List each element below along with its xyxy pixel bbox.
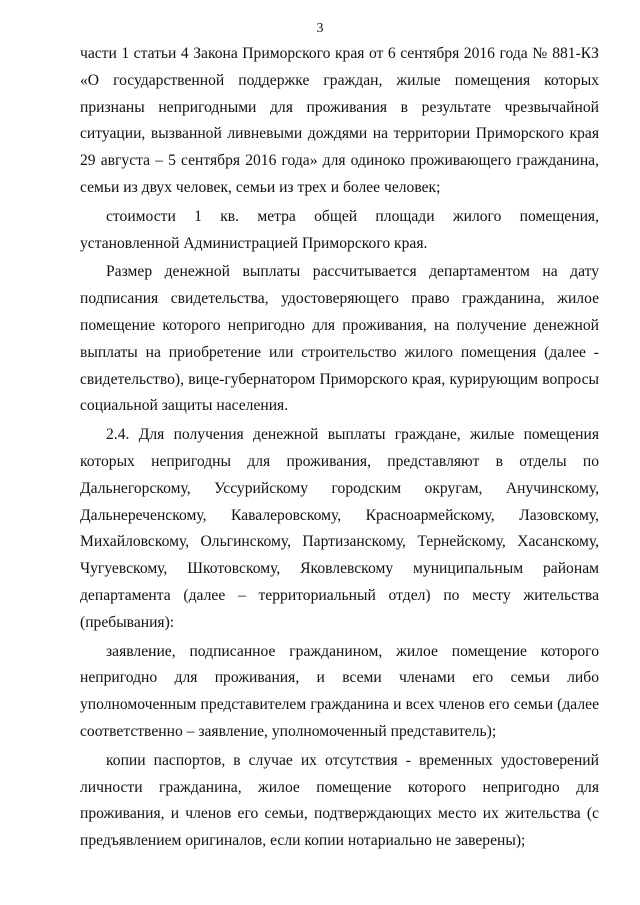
paragraph-payment-amount: Размер денежной выплаты рассчитывается департаментом на дату подписания свидетельства, удостоверяющего право гражданина, жилое помещение которого непригодно для проживания, на получение денежной выплаты на приобретение или строительство жилого помещения (далее - свидетельство), вице-губернатором Приморского края, курирующим вопросы социальной защиты населения. <box>80 263 599 415</box>
document-body <box>80 41 599 855</box>
paragraph-application: заявление, подписанное гражданином, жилое помещение которого непригодно для проживания, и всеми членами его семьи либо уполномоченным представителем гражданина и всех членов его семьи (далее соответственно – заявление, уполномоченный представитель); <box>80 642 599 740</box>
page-number: 3 <box>316 21 324 36</box>
paragraph-law-reference: части 1 статьи 4 Закона Приморского края от 6 сентября 2016 года № 881-КЗ «О государственной поддержке граждан, жилые помещения которых признаны непригодными для проживания в результате чрезвычайной ситуации, вызванной ливневыми дождями на территории Приморского края 29 августа – 5 сентября 2016 года» для одиноко проживающего гражданина, семьи из двух человек, семьи из трех и более человек; <box>80 45 599 196</box>
paragraph-square-meter-cost: стоимости 1 кв. метра общей площади жилого помещения, установленной Администрацией Приморского края. <box>80 207 599 252</box>
paragraph-section-2-4: 2.4. Для получения денежной выплаты граждане, жилые помещения которых непригодны для проживания, представляют в отделы по Дальнегорскому, Уссурийскому городским округам, Анучинскому, Дальнереченскому, Кавалеровскому, Красноармейскому, Лазовскому, Михайловскому, Ольгинскому, Партизанскому, Тернейскому, Хасанскому, Чугуевскому, Шкотовскому, Яковлевскому муниципальным районам департамента (далее – территориальный отдел) по месту жительства (пребывания): <box>80 426 599 631</box>
paragraph-passport-copies: копии паспортов, в случае их отсутствия - временных удостоверений личности гражданина, жилое помещение которого непригодно для проживания, и членов его семьи, подтверждающих место их жительства (с предъявлением оригиналов, если копии нотариально не заверены); <box>80 751 599 850</box>
